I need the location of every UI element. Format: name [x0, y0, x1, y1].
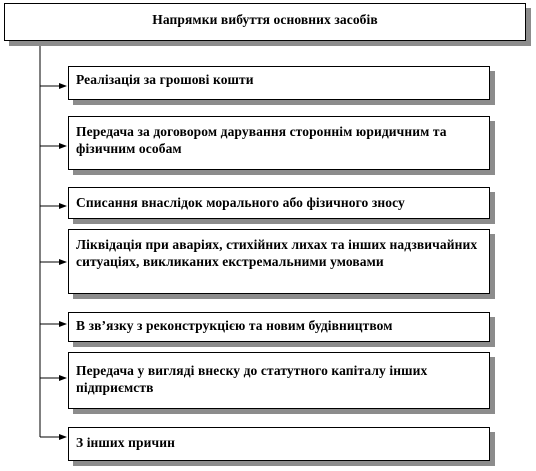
item-box-4	[68, 229, 490, 294]
item-box-6	[68, 352, 490, 409]
item-box-2	[68, 116, 490, 170]
item-label-7: З інших причин	[76, 435, 175, 450]
item-label-6: Передача у вигляді внеску до статутного капіталу інших підприємств	[76, 363, 428, 395]
item-label-3: Списання внаслідок морального або фізичного зносу	[76, 195, 405, 210]
item-box-3	[68, 187, 490, 219]
diagram-title-box	[4, 3, 526, 41]
item-label-4: Ліквідація при аваріях, стихійних лихах та інших надзвичайних ситуаціях, викликаних екстремальними умовами	[76, 237, 478, 269]
item-label-5: В зв’язку з реконструкцією та новим будівництвом	[76, 318, 393, 333]
item-label-1: Реалізація за грошові кошти	[76, 72, 254, 87]
item-box-7	[68, 427, 490, 461]
item-box-1	[68, 66, 490, 100]
diagram-title: Напрямки вибуття основних засобів	[152, 12, 378, 27]
item-label-2: Передача за договором дарування стороннім юридичним та фізичним особам	[76, 124, 447, 156]
item-box-5	[68, 312, 490, 342]
